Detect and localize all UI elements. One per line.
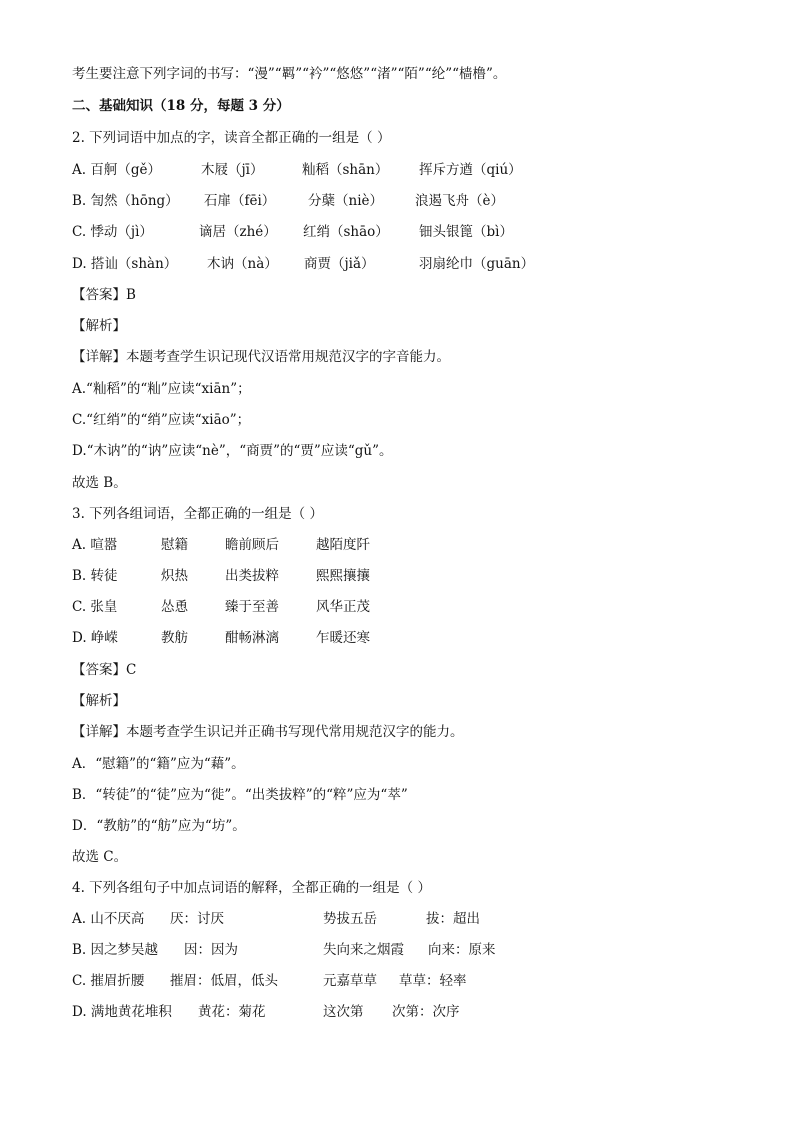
option-text: 这次第	[323, 1004, 364, 1020]
question-3-answer: 【答案】C	[72, 662, 137, 678]
section-heading: 二、基础知识（18 分，每题 3 分）	[72, 98, 290, 114]
option-text: 籼稻（shān）	[302, 162, 389, 178]
question-3-detail: 【详解】本题考查学生识记并正确书写现代常用规范汉字的能力。	[72, 724, 464, 740]
option-text: 怂恿	[161, 599, 188, 615]
option-text: D. 搭讪（shàn）	[72, 256, 178, 272]
option-text: 黄花：菊花	[198, 1004, 266, 1020]
option-text: 乍暖还寒	[316, 630, 370, 646]
option-text: 向来：原来	[428, 942, 496, 958]
option-text: 分蘖（niè）	[308, 193, 384, 209]
option-text: 木屐（jī）	[201, 162, 264, 178]
option-text: 酣畅淋漓	[225, 630, 279, 646]
option-text: B. 因之梦吴越	[72, 942, 159, 958]
option-text: 臻于至善	[225, 599, 279, 615]
option-text: 势拔五岳	[323, 911, 377, 927]
option-text: 谪居（zhé）	[199, 224, 277, 240]
question-2-detail: 故选 B。	[72, 475, 127, 491]
question-2-stem: 2. 下列词语中加点的字，读音全都正确的一组是（ ）	[72, 130, 391, 146]
option-text: 拔：超出	[426, 911, 480, 927]
option-text: 挥斥方遒（qiú）	[419, 162, 522, 178]
option-text: 炽热	[161, 568, 188, 584]
question-2-analysis: 【解析】	[72, 318, 126, 334]
option-text: 木讷（nà）	[207, 256, 278, 272]
question-3-detail: D．“教舫”的“舫”应为“坊”。	[72, 818, 246, 834]
option-text: 失向来之烟霞	[323, 942, 404, 958]
option-text: 教舫	[161, 630, 188, 646]
option-text: 慰籍	[161, 537, 188, 553]
option-text: C. 悸动（jì）	[72, 224, 153, 240]
question-2-detail: A.“籼稻”的“籼”应读“xiān”；	[72, 381, 251, 397]
option-text: 石扉（fēi）	[204, 193, 276, 209]
option-text: A. 山不厌高	[72, 911, 145, 927]
option-text: 熙熙攘攘	[316, 568, 370, 584]
option-text: 草草：轻率	[399, 973, 467, 989]
option-text: 厌：讨厌	[170, 911, 224, 927]
question-3-analysis: 【解析】	[72, 693, 126, 709]
question-4-stem: 4. 下列各组句子中加点词语的解释，全都正确的一组是（ ）	[72, 880, 431, 896]
option-text: B. 转徒	[72, 568, 118, 584]
option-text: D. 峥嵘	[72, 630, 118, 646]
option-text: 羽扇纶巾（guān）	[419, 256, 535, 272]
option-text: C. 摧眉折腰	[72, 973, 145, 989]
question-3-stem: 3. 下列各组词语，全都正确的一组是（ ）	[72, 506, 323, 522]
option-text: 商贾（jiǎ）	[304, 256, 375, 272]
option-text: D. 满地黄花堆积	[72, 1004, 172, 1020]
question-3-detail: B．“转徒”的“徒”应为“徙”。“出类拔粹”的“粹”应为“萃”	[72, 787, 408, 803]
option-text: C. 张皇	[72, 599, 118, 615]
option-text: 钿头银篦（bì）	[419, 224, 513, 240]
option-text: 元嘉草草	[323, 973, 377, 989]
option-text: 风华正茂	[316, 599, 370, 615]
option-text: 摧眉：低眉，低头	[170, 973, 278, 989]
question-2-detail: D.“木讷”的“讷”应读“nè”，“商贾”的“贾”应读“gǔ”。	[72, 443, 393, 459]
question-2-detail: C.“红绡”的“绡”应读“xiāo”；	[72, 412, 251, 428]
option-text: A. 喧嚣	[72, 537, 118, 553]
option-text: 浪遏飞舟（è）	[415, 193, 504, 209]
option-text: 因：因为	[184, 942, 238, 958]
option-text: 红绡（shāo）	[303, 224, 389, 240]
question-2-answer: 【答案】B	[72, 287, 136, 303]
option-text: 出类拔粹	[225, 568, 279, 584]
question-2-detail: 【详解】本题考查学生识记现代汉语常用规范汉字的字音能力。	[72, 349, 450, 365]
writing-note: 考生要注意下列字词的书写：“漫”“羁”“衿”“悠悠”“渚”“陌”“纶”“樯橹”。	[72, 66, 507, 82]
option-text: 越陌度阡	[316, 537, 370, 553]
question-3-detail: 故选 C。	[72, 849, 128, 865]
option-text: 瞻前顾后	[225, 537, 279, 553]
option-text: 次第：次序	[392, 1004, 460, 1020]
option-text: A. 百舸（gě）	[72, 162, 161, 178]
option-text: B. 訇然（hōng）	[72, 193, 179, 209]
question-3-detail: A．“慰籍”的“籍”应为“藉”。	[72, 756, 245, 772]
